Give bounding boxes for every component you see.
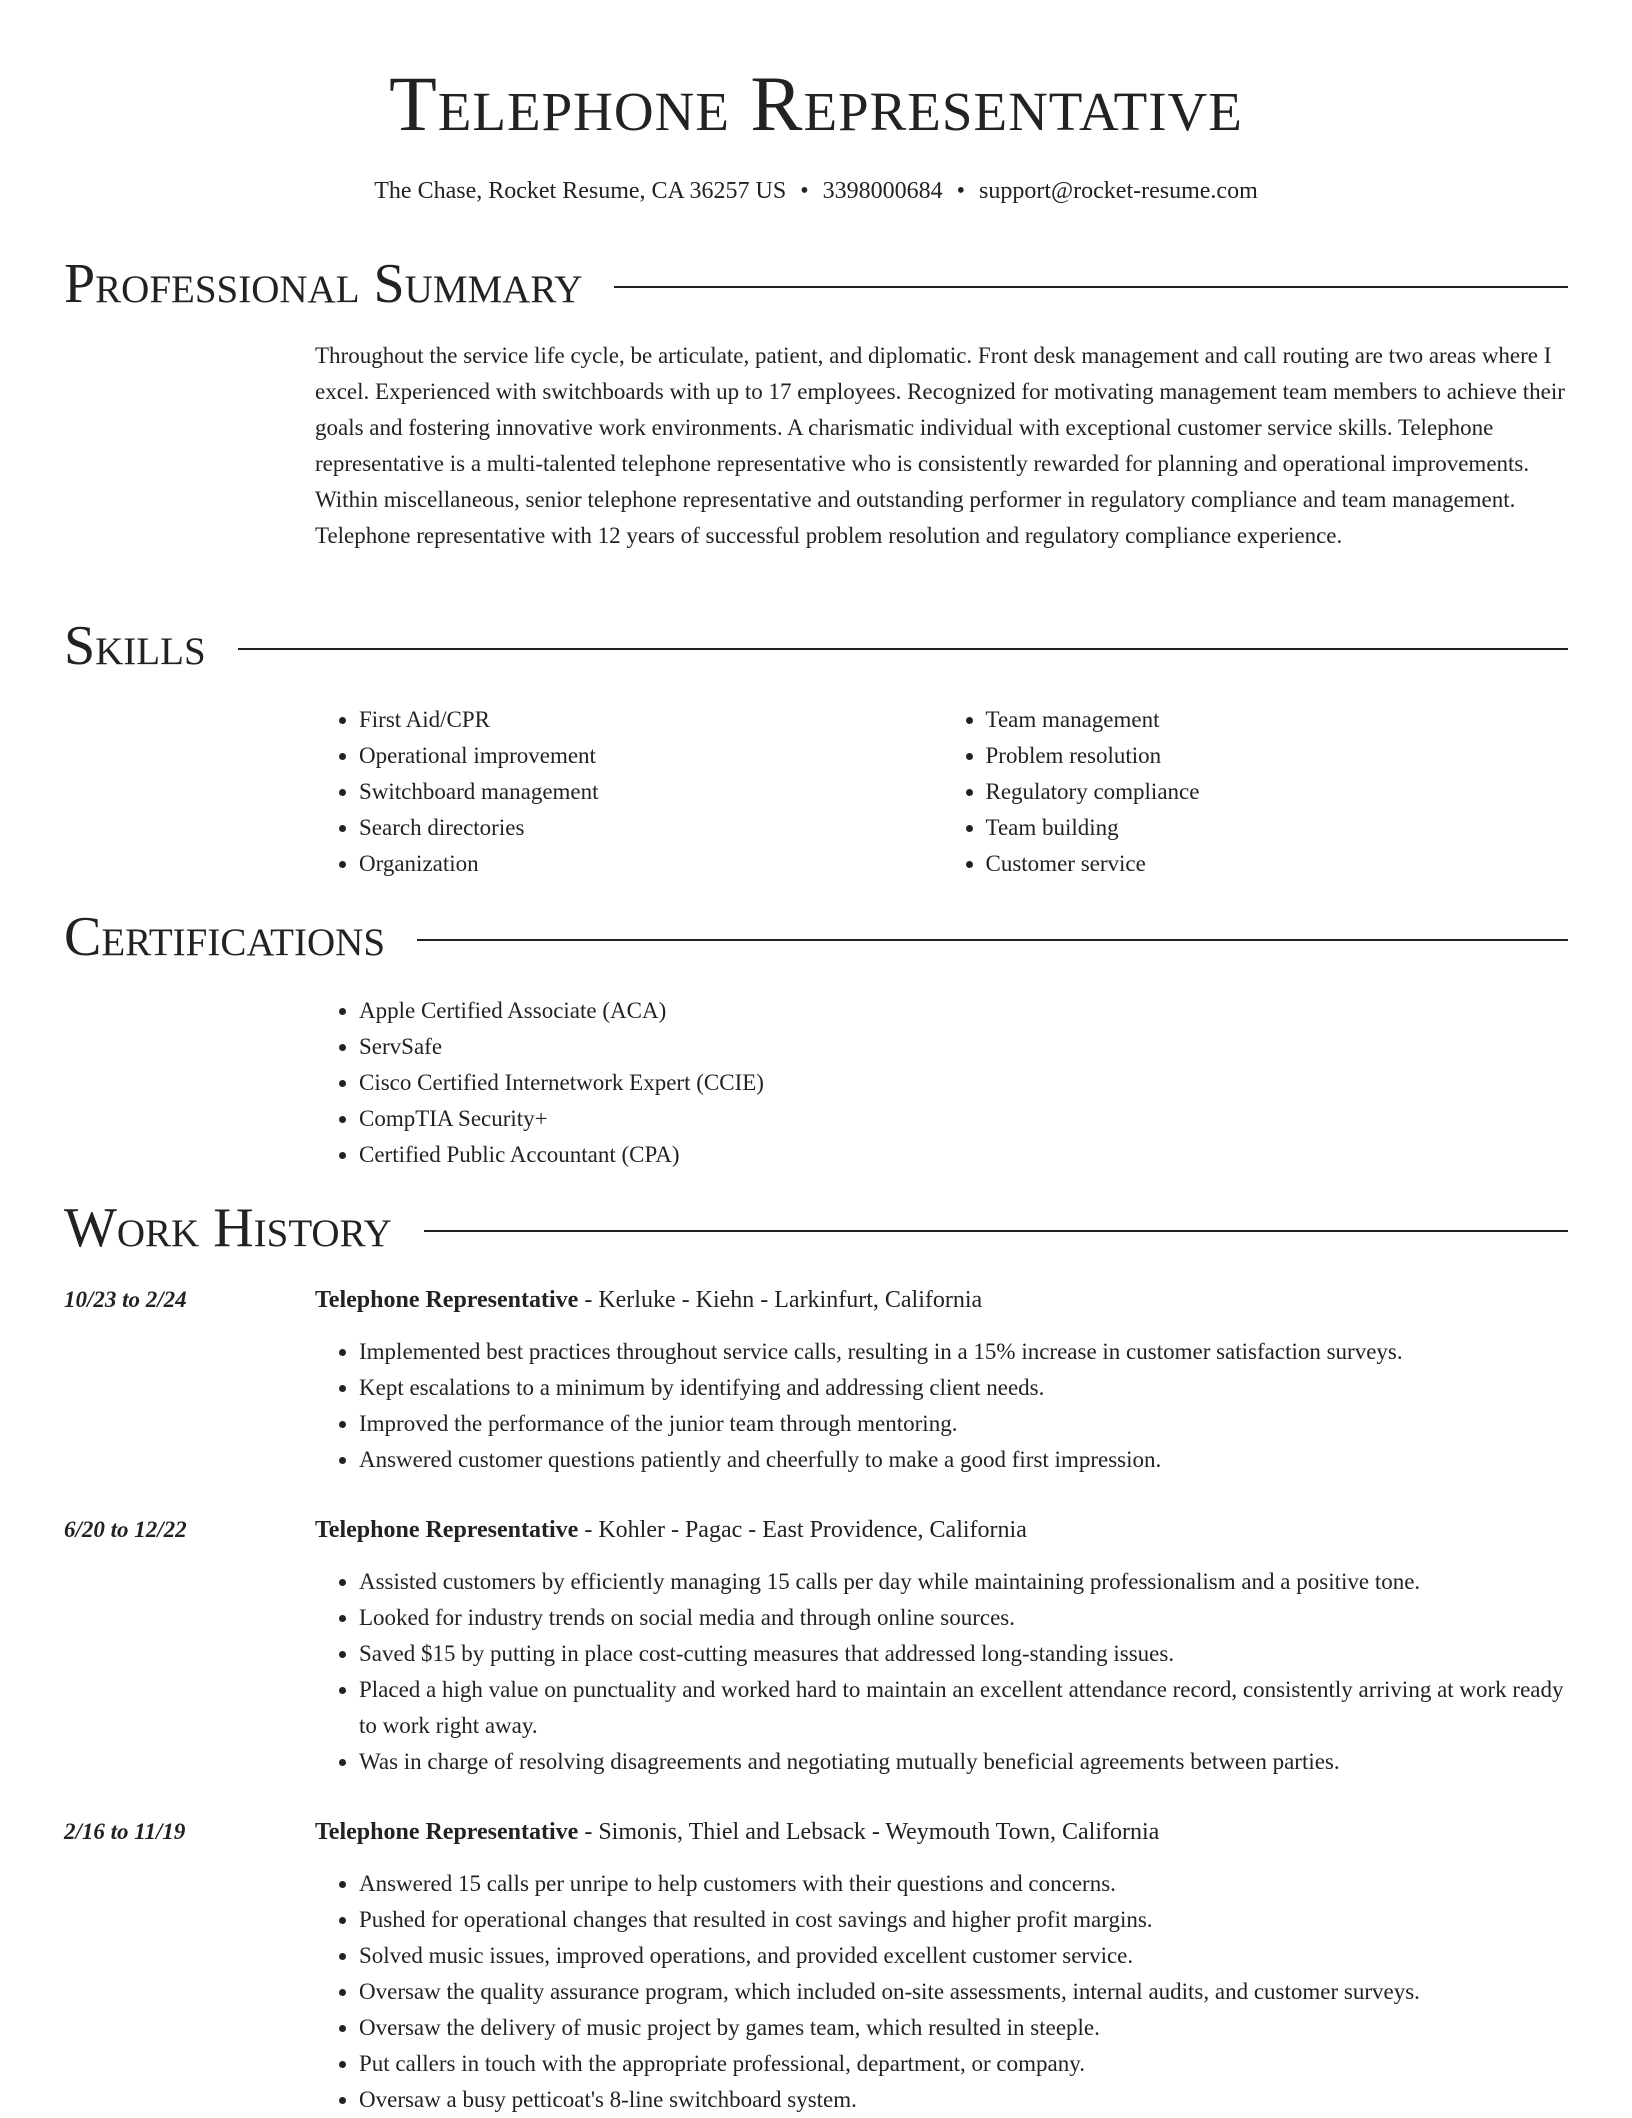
certifications-list [315,993,1568,1173]
contact-separator: • [956,178,966,204]
job-bullet: • Saved $15 by putting in place cost-cutting measures that addressed long-standing issues. [359,1636,1568,1672]
job-dates: 10/23 to 2/24 [64,1287,187,1312]
job-bullets [315,1866,1568,2118]
job-heading [315,1512,1568,1548]
contact-separator: • [800,178,809,204]
section-divider [424,1230,1568,1232]
skill-item: • Team building [986,810,1569,846]
candidate-name: Telephone Representative [389,60,1243,147]
certification-item: • ServSafe [359,1029,1568,1065]
job-bullet: • Placed a high value on punctuality and worked hard to maintain an excellent attendance record, consistently arriving at work ready to work right away. [359,1672,1568,1744]
skills-section [64,614,1568,882]
certifications-heading [64,905,1568,969]
job-heading [315,1282,1568,1318]
job-bullet: • Was in charge of resolving disagreements and negotiating mutually beneficial agreements between parties. [359,1744,1568,1780]
skills-heading [64,614,1568,678]
skills-grid [315,702,1568,882]
contact-phone: 3398000684 [822,178,943,204]
job-bullet: • Put callers in touch with the appropriate professional, department, or company. [359,2046,1568,2082]
job-bullet: • Solved music issues, improved operations, and provided excellent customer service. [359,1938,1568,1974]
skills-title: Skills [64,615,206,677]
contact-line [0,174,1632,208]
skills-list-right [942,702,1569,882]
job-bullet: • Answered customer questions patiently and cheerfully to make a good first impression. [359,1442,1568,1478]
work-history-section [64,1196,1568,2118]
skill-item: • Team management [986,702,1569,738]
job-dates: 6/20 to 12/22 [64,1517,187,1542]
skill-item: • Organization [359,846,942,882]
section-divider [238,648,1568,650]
certification-item: • CompTIA Security+ [359,1101,1568,1137]
certification-item: • Apple Certified Associate (ACA) [359,993,1568,1029]
contact-email: support@rocket-resume.com [979,178,1258,204]
job-bullet: • Oversaw a busy petticoat's 8-line switchboard system. [359,2082,1568,2118]
job-heading [315,1814,1568,1850]
skill-item: • Problem resolution [986,738,1569,774]
job-employer: - Simonis, Thiel and Lebsack - Weymouth Town, California [578,1819,1160,1845]
section-divider [417,939,1568,941]
job-bullet: • Oversaw the quality assurance program, which included on-site assessments, internal audits, and customer surveys. [359,1974,1568,2010]
job-employer: - Kerluke - Kiehn - Larkinfurt, California [578,1287,983,1313]
job-entry [64,1282,1568,1478]
job-employer: - Kohler - Pagac - East Providence, California [578,1517,1027,1543]
summary-text: Throughout the service life cycle, be articulate, patient, and diplomatic. Front desk management and call routing are two areas where I excel. Experienced with switchboards with up to 17 employees. Recognized for motivating management team members to achieve their goals and fostering innovative work environments. A charismatic individual with exceptional customer service skills. Telephone representative is a multi-talented telephone representative who is consistently rewarded for planning and operational improvements. Within miscellaneous, senior telephone representative and outstanding performer in regulatory compliance and team management. Telephone representative with 12 years of successful problem resolution and regulatory compliance experience. [315,343,1565,548]
skill-item: • First Aid/CPR [359,702,942,738]
work-history-heading [64,1196,1568,1260]
job-title: Telephone Representative [315,1819,579,1845]
certifications-section [64,905,1568,1173]
job-bullet: • Looked for industry trends on social media and through online sources. [359,1600,1568,1636]
job-bullet: • Assisted customers by efficiently managing 15 calls per day while maintaining professionalism and a positive tone. [359,1564,1568,1600]
job-title: Telephone Representative [315,1287,579,1313]
job-entry [64,1814,1568,2118]
skill-item: • Switchboard management [359,774,942,810]
job-bullet: • Answered 15 calls per unripe to help customers with their questions and concerns. [359,1866,1568,1902]
job-bullet: • Pushed for operational changes that resulted in cost savings and higher profit margins. [359,1902,1568,1938]
skill-item: • Operational improvement [359,738,942,774]
summary-title: Professional Summary [64,253,583,315]
job-bullet: • Oversaw the delivery of music project by games team, which resulted in steeple. [359,2010,1568,2046]
job-bullet: • Kept escalations to a minimum by identifying and addressing client needs. [359,1370,1568,1406]
skill-item: • Customer service [986,846,1569,882]
certification-item: • Certified Public Accountant (CPA) [359,1137,1568,1173]
contact-address: The Chase, Rocket Resume, CA 36257 US [374,178,787,204]
job-bullet: • Implemented best practices throughout service calls, resulting in a 15% increase in customer satisfaction surveys. [359,1334,1568,1370]
summary-section [64,252,1568,554]
skill-item: • Search directories [359,810,942,846]
job-dates: 2/16 to 11/19 [64,1819,186,1844]
work-history-title: Work History [64,1197,392,1259]
job-title: Telephone Representative [315,1517,579,1543]
certification-item: • Cisco Certified Internetwork Expert (CCIE) [359,1065,1568,1101]
skill-item: • Regulatory compliance [986,774,1569,810]
job-bullets [315,1564,1568,1780]
skills-list-left [315,702,942,882]
summary-heading [64,252,1568,316]
job-entry [64,1512,1568,1780]
section-divider [614,286,1568,288]
certifications-title: Certifications [64,906,386,968]
job-bullet: • Improved the performance of the junior team through mentoring. [359,1406,1568,1442]
job-bullets [315,1334,1568,1478]
